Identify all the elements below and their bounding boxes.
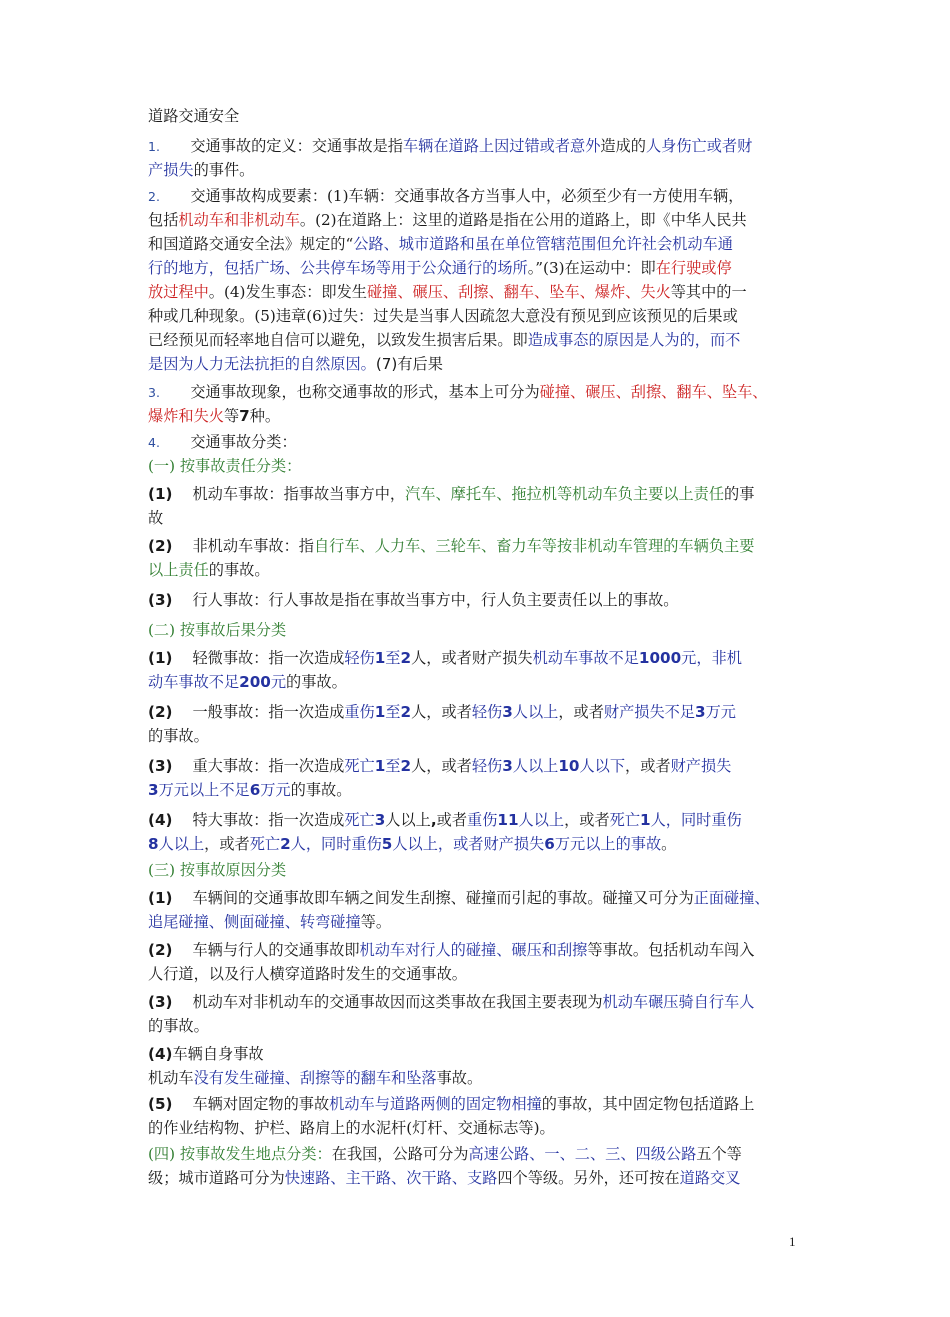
text-segment: 万元以上的事故	[554, 835, 662, 853]
text-segment: (1)	[148, 485, 173, 503]
text-segment: 道路交叉	[679, 1169, 741, 1187]
text-segment: 造成的	[600, 137, 646, 155]
text-line	[148, 886, 770, 910]
text-line	[148, 808, 742, 832]
text-segment: 1	[374, 757, 386, 775]
text-segment: 3	[502, 757, 513, 775]
text-segment: 造成事态的原因是人为的，而不	[527, 331, 741, 349]
text-segment: 爆炸和失火	[148, 407, 224, 425]
text-segment: 死亡	[609, 811, 641, 829]
text-line	[148, 1166, 740, 1190]
text-segment: 万元	[260, 781, 291, 799]
text-segment: 轻伤	[344, 649, 375, 667]
text-segment: 高速公路、一、二、三、四级公路	[468, 1145, 697, 1163]
text-line	[148, 1116, 555, 1140]
text-segment: 非机动车事故：指	[172, 537, 314, 555]
text-segment: 死亡	[344, 811, 375, 829]
text-segment: 至	[385, 649, 401, 667]
text-segment: 万元以上不足	[158, 781, 250, 799]
text-segment: 自行车、人力车、三轮车、畜力车等按非机动车管理的车辆负主要	[313, 537, 755, 555]
text-segment: (4)	[148, 1045, 173, 1063]
text-segment: 动车事故不足	[148, 673, 240, 691]
text-segment: 8	[148, 835, 159, 853]
text-segment: 等事故。包括机动车闯入	[587, 941, 755, 959]
text-segment: (5)	[148, 1095, 173, 1113]
text-segment: 财产损失	[670, 757, 732, 775]
text-segment: 交通事故分类：	[159, 433, 297, 451]
text-segment: 人，同时重伤	[650, 811, 742, 829]
text-segment: 产损失	[148, 161, 194, 179]
text-segment: 人以上	[392, 835, 438, 853]
text-segment: 6	[544, 835, 555, 853]
text-segment: 快速路、主干路、次干路、支路	[284, 1169, 498, 1187]
text-segment: 人以下	[579, 757, 626, 775]
text-line	[148, 380, 767, 404]
text-segment: 3	[148, 781, 159, 799]
text-segment: 交通事故现象，也称交通事故的形式，基本上可分为	[159, 383, 540, 401]
text-segment: 的事	[724, 485, 755, 503]
text-segment: 级；城市道路可分为	[148, 1169, 285, 1187]
text-segment: 3	[695, 703, 706, 721]
text-segment: 2	[280, 835, 291, 853]
text-segment: 包括	[148, 211, 179, 229]
text-segment: ，同时重伤	[305, 835, 382, 853]
text-line	[148, 588, 678, 612]
text-segment: 以上责任	[148, 561, 209, 579]
text-segment: 3.	[148, 385, 160, 400]
text-segment: 没有发生碰撞、刮擦等的翻车和坠落	[193, 1069, 437, 1087]
text-segment: ，或者	[558, 703, 604, 721]
text-line	[148, 430, 297, 454]
text-line	[148, 938, 754, 962]
text-segment: 万元	[705, 703, 736, 721]
text-line	[148, 184, 743, 208]
text-segment: 的事件。	[193, 161, 255, 179]
text-segment: 5	[381, 835, 393, 853]
text-line	[148, 700, 736, 724]
text-segment: 死亡	[249, 835, 281, 853]
text-segment: 7	[239, 407, 250, 425]
text-segment: 的事故。	[286, 673, 347, 691]
text-segment: 2	[400, 649, 412, 667]
text-segment: (2)	[148, 941, 173, 959]
text-segment: 追尾碰撞、侧面碰撞、转弯碰撞	[148, 913, 361, 931]
text-segment: 机动车碾压骑自行车人	[602, 993, 755, 1011]
text-segment: 元	[270, 673, 287, 691]
text-segment: 1	[640, 811, 651, 829]
text-line	[148, 558, 270, 582]
text-line	[148, 778, 351, 802]
text-segment: 等	[223, 407, 240, 425]
text-segment: 等。	[360, 913, 391, 931]
text-line	[148, 232, 733, 256]
text-segment: 正面碰撞、	[693, 889, 770, 907]
text-segment: 行的地方，包括广场、公共停车场等用于公众通行的场所	[148, 259, 528, 277]
text-segment: 轻伤	[471, 703, 503, 721]
text-segment: 已经预见而轻率地自信可以避免，以致发生损害后果。即	[148, 331, 528, 349]
text-segment: 2	[400, 703, 412, 721]
text-segment: 行人事故：行人事故是指在事故当事方中，行人负主要责任以上的事故。	[172, 591, 679, 609]
text-segment: ，或者	[564, 811, 610, 829]
text-segment: 3	[502, 703, 513, 721]
text-segment: 人身伤亡或者财	[645, 137, 753, 155]
text-segment: (3)	[148, 757, 173, 775]
text-line	[148, 506, 163, 530]
text-line	[148, 404, 280, 428]
text-segment: (7)	[375, 355, 398, 373]
text-line	[148, 646, 742, 670]
text-segment: 重大事故：指一次造成	[172, 757, 345, 775]
text-segment: 重伤	[467, 811, 498, 829]
text-line	[148, 534, 754, 558]
text-line	[148, 482, 754, 506]
text-segment: 放过程中	[148, 283, 209, 301]
document-title	[148, 104, 239, 128]
text-segment: 3	[374, 811, 386, 829]
text-line	[148, 910, 391, 934]
text-segment: 人以上	[512, 703, 559, 721]
text-segment: 2	[400, 757, 412, 775]
text-segment: ，或者	[625, 757, 671, 775]
text-segment: 车辆对固定物的事故	[172, 1095, 330, 1113]
text-segment: 道路交通安全	[148, 107, 240, 125]
text-segment: 车辆与行人的交通事故即	[172, 941, 360, 959]
text-segment: 和国道路交通安全法》规定的“	[148, 235, 354, 253]
text-line	[148, 256, 732, 280]
text-segment: 人以上	[518, 811, 565, 829]
text-line	[148, 858, 286, 882]
text-segment: (二) 按事故后果分类	[148, 621, 287, 639]
text-segment: (4)	[148, 811, 173, 829]
text-segment: 11	[497, 811, 519, 829]
text-segment: 机动车与道路两侧的固定物相撞	[329, 1095, 542, 1113]
text-segment: 人，或者财产损失	[411, 649, 533, 667]
text-line	[148, 1066, 482, 1090]
page-number: 1	[789, 1234, 796, 1249]
text-segment: 至	[385, 703, 401, 721]
text-segment: 。”(3)在运动中：即	[527, 259, 656, 277]
text-segment: 交通事故构成要素：(1)车辆：交通事故各方当事人中，必须至少有一方使用车辆，	[159, 187, 744, 205]
text-segment: 1	[374, 703, 386, 721]
text-segment: ,	[430, 811, 437, 829]
text-segment: 轻微事故：指一次造成	[172, 649, 345, 667]
text-line	[148, 670, 347, 694]
text-line	[148, 618, 286, 642]
text-segment: 元，非机	[681, 649, 742, 667]
text-line	[148, 1142, 742, 1166]
text-segment: 一般事故：指一次造成	[172, 703, 345, 721]
text-segment: (2)	[148, 703, 173, 721]
text-segment: 。(4)发生事态：即发生	[208, 283, 367, 301]
text-segment: (1)	[148, 649, 173, 667]
text-segment: 的事故。	[208, 561, 270, 579]
text-line	[148, 280, 747, 304]
text-line	[148, 724, 209, 748]
text-segment: 车辆在道路上因过错或者意外	[402, 137, 601, 155]
text-segment: 的作业结构物、护栏、路肩上的水泥杆(灯杆、交通标志等)。	[148, 1119, 555, 1137]
text-segment: (一) 按事故责任分类：	[148, 457, 302, 475]
text-segment: 人以上	[385, 811, 431, 829]
text-segment: 特大事故：指一次造成	[172, 811, 345, 829]
text-segment: 200	[239, 673, 271, 691]
text-segment: 或者	[436, 811, 468, 829]
text-segment: 机动车对非机动车的交通事故因而这类事故在我国主要表现为	[172, 993, 603, 1011]
text-segment: 轻伤	[471, 757, 503, 775]
text-segment: 财产损失不足	[603, 703, 696, 721]
text-segment: ，或者	[204, 835, 250, 853]
text-line	[148, 454, 301, 478]
text-segment: 等其中的一	[670, 283, 747, 301]
text-segment: (1)	[148, 889, 173, 907]
text-line	[148, 1092, 754, 1116]
text-line	[148, 352, 443, 376]
text-line	[148, 134, 752, 158]
text-segment: 的事故。	[290, 781, 352, 799]
text-segment: 至	[385, 757, 401, 775]
text-segment: 人行道，以及行人横穿道路时发生的交通事故。	[148, 965, 467, 983]
text-segment: 有后果	[397, 355, 443, 373]
text-segment: (四) 按事故发生地点分类：	[148, 1145, 332, 1163]
text-segment: 四个等级。另外，还可按在	[497, 1169, 680, 1187]
text-line	[148, 990, 754, 1014]
text-segment: 。(2)在道路上：这里的道路是指在公用的道路上，即《中华人民共	[299, 211, 747, 229]
text-segment: 的事故。	[148, 1017, 209, 1035]
text-segment: 种。	[249, 407, 281, 425]
text-segment: 4.	[148, 435, 160, 450]
text-segment: 的事故。	[148, 727, 209, 745]
text-line	[148, 1014, 209, 1038]
text-segment: 碰撞、碾压、刮擦、翻车、坠车、	[539, 383, 768, 401]
text-segment: 1.	[148, 139, 160, 154]
text-line	[148, 304, 738, 328]
text-line	[148, 962, 467, 986]
text-segment: (3)	[148, 591, 173, 609]
text-line	[148, 158, 254, 182]
text-segment: 是因为人力无法抗拒的自然原因。	[148, 355, 376, 373]
text-segment: 2.	[148, 189, 160, 204]
text-segment: 人以上	[512, 757, 559, 775]
text-segment: ，或者财产损失	[437, 835, 545, 853]
text-segment: 机动车对行人的碰撞、碾压和刮擦	[359, 941, 588, 959]
text-segment: 机动车事故不足	[532, 649, 639, 667]
text-segment: 种或几种现象。(5)违章(6)过失：过失是当事人因疏忽大意没有预见到应该预见的后果或	[148, 307, 738, 325]
text-segment: 车辆间的交通事故即车辆之间发生刮擦、碰撞而引起的事故。碰撞又可分为	[172, 889, 694, 907]
text-segment: 10	[558, 757, 580, 775]
text-segment: 。	[661, 835, 677, 853]
text-segment: 重伤	[344, 703, 375, 721]
text-segment: 人以上	[158, 835, 205, 853]
text-segment: 机动车	[148, 1069, 194, 1087]
text-segment: (2)	[148, 537, 173, 555]
text-line	[148, 832, 676, 856]
text-segment: 交通事故的定义：交通事故是指	[159, 137, 403, 155]
text-line	[148, 208, 747, 232]
text-segment: 车辆自身事故	[172, 1045, 264, 1063]
text-segment: 碰撞、碾压、刮擦、翻车、坠车、爆炸、失火	[366, 283, 671, 301]
text-segment: 五个等	[696, 1145, 742, 1163]
text-segment: 公路、城市道路和虽在单位管辖范围但允许社会机动车通	[353, 235, 733, 253]
text-segment: 在行驶或停	[655, 259, 732, 277]
text-segment: (3)	[148, 993, 173, 1011]
text-line	[148, 328, 740, 352]
text-segment: 事故。	[436, 1069, 483, 1087]
text-segment: 在我国，公路可分为	[331, 1145, 469, 1163]
text-segment: 人	[290, 835, 306, 853]
text-segment: 1	[374, 649, 386, 667]
text-segment: 人，或者	[411, 703, 472, 721]
text-segment: 汽车、摩托车、拖拉机等机动车负主要以上责任	[405, 485, 725, 503]
text-line	[148, 754, 731, 778]
text-segment: 1000	[638, 649, 682, 667]
text-segment: 6	[249, 781, 261, 799]
text-segment: (三) 按事故原因分类	[148, 861, 287, 879]
text-segment: 机动车事故：指事故当事方中，	[172, 485, 406, 503]
text-segment: 的事故，其中固定物包括道路上	[541, 1095, 755, 1113]
text-segment: 死亡	[344, 757, 375, 775]
text-segment: 人，或者	[411, 757, 472, 775]
text-line	[148, 1042, 264, 1066]
text-segment: 机动车和非机动车	[178, 211, 300, 229]
text-segment: 故	[148, 509, 164, 527]
